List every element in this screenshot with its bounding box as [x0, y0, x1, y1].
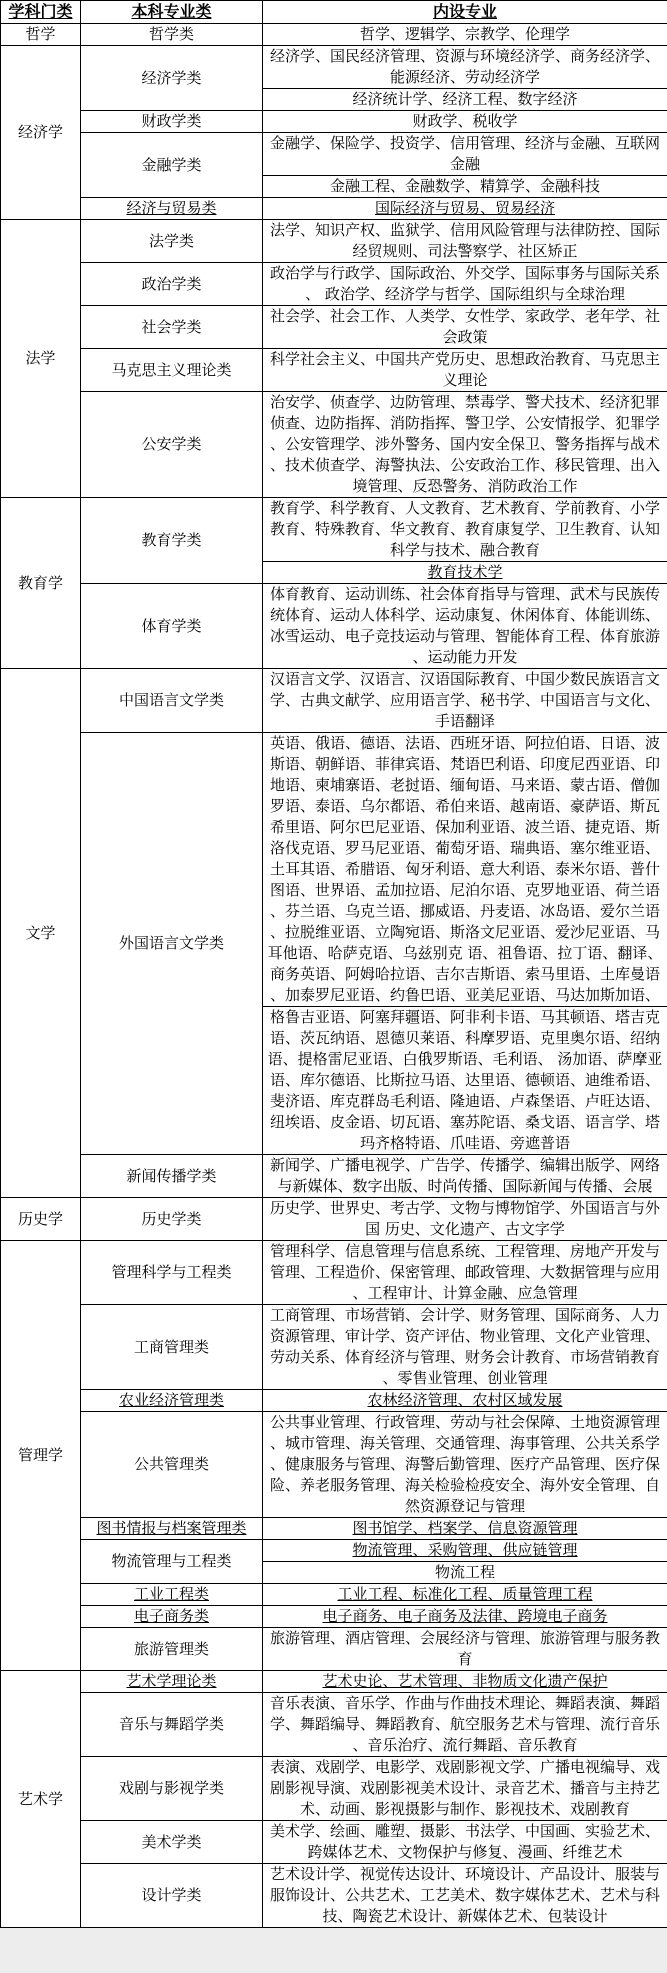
category-cell: 财政学类 [81, 111, 263, 133]
table-row [1, 1412, 667, 1518]
majors-cell: 英语、俄语、德语、法语、西班牙语、阿拉伯语、日语、波斯语、朝鲜语、菲律宾语、梵语巴利语、印度尼西亚语、印地语、柬埔寨语、老挝语、缅甸语、马来语、蒙古语、僧伽罗语、泰语、乌尔都语、希伯来语、越南语、豪萨语、斯瓦希里语、阿尔巴尼亚语、保加利亚语、波兰语、捷克语、斯洛伐克语、罗马尼亚语、葡萄牙语、瑞典语、塞尔维亚语、土耳其语、希腊语、匈牙利语、意大利语、泰米尔语、普什图语、世界语、孟加拉语、尼泊尔语、克罗地亚语、荷兰语、芬兰语、乌克兰语、挪威语、丹麦语、冰岛语、爱尔兰语、拉脱维亚语、立陶宛语、斯洛文尼亚语、爱沙尼亚语、马耳他语、哈萨克语、乌兹别克 语、祖鲁语、拉丁语、翻译、商务英语、阿姆哈拉语、吉尔吉斯语、索马里语、土库曼语、加泰罗尼亚语、约鲁巴语、亚美尼亚语、马达加斯加语、 [263, 733, 667, 1007]
majors-cell: 旅游管理、酒店管理、会展经济与管理、旅游管理与服务教育 [263, 1628, 667, 1671]
majors-cell: 哲学、逻辑学、宗教学、伦理学 [263, 24, 667, 46]
catalog-table-body [1, 24, 667, 1928]
table-row [1, 1693, 667, 1757]
majors-cell: 图书馆学、档案学、信息资源管理 [263, 1518, 667, 1540]
majors-cell: 工商管理、市场营销、会计学、财务管理、国际商务、人力资源管理、审计学、资产评估、物业管理、文化产业管理、劳动关系、体育经济与管理、财务会计教育、市场营销教育、零售业管理、创业管理 [263, 1305, 667, 1390]
category-cell: 公共管理类 [81, 1412, 263, 1518]
category-cell: 图书情报与档案管理类 [81, 1518, 263, 1540]
table-row [1, 1584, 667, 1606]
majors-cell: 法学、知识产权、监狱学、信用风险管理与法律防控、国际经贸规则、司法警察学、社区矫正 [263, 220, 667, 263]
category-cell: 经济学类 [81, 46, 263, 111]
majors-cell: 经济学、国民经济管理、资源与环境经济学、商务经济学、能源经济、劳动经济学 [263, 46, 667, 89]
category-cell: 音乐与舞蹈学类 [81, 1693, 263, 1757]
majors-cell: 电子商务、电子商务及法律、跨境电子商务 [263, 1606, 667, 1628]
table-row [1, 24, 667, 46]
table-row [1, 1155, 667, 1198]
table-row [1, 498, 667, 562]
category-cell: 教育学类 [81, 498, 263, 584]
discipline-cell: 经济学 [1, 46, 81, 220]
majors-cell: 历史学、世界史、考古学、文物与博物馆学、外国语言与外国 历史、文化遗产、古文字学 [263, 1198, 667, 1241]
category-cell: 政治学类 [81, 263, 263, 306]
header-discipline: 学科门类 [1, 1, 81, 24]
category-cell: 设计学类 [81, 1864, 263, 1928]
table-header [1, 1, 667, 24]
page-bottom-margin [0, 1928, 667, 1973]
discipline-cell: 艺术学 [1, 1671, 81, 1928]
header-row [1, 1, 667, 24]
category-cell: 新闻传播学类 [81, 1155, 263, 1198]
majors-cell: 教育学、科学教育、人文教育、艺术教育、学前教育、小学教育、特殊教育、华文教育、教育康复学、卫生教育、认知科学与技术、融合教育 [263, 498, 667, 562]
majors-cell: 经济统计学、经济工程、数字经济 [263, 89, 667, 111]
majors-cell: 体育教育、运动训练、社会体育指导与管理、武术与民族传统体育、运动人体科学、运动康复、休闲体育、体能训练、冰雪运动、电子竞技运动与管理、智能体育工程、体育旅游、运动能力开发 [263, 584, 667, 669]
table-row [1, 1864, 667, 1928]
table-row [1, 220, 667, 263]
category-cell: 经济与贸易类 [81, 198, 263, 220]
table-row [1, 306, 667, 349]
majors-cell: 物流工程 [263, 1562, 667, 1584]
header-category: 本科专业类 [81, 1, 263, 24]
category-cell: 体育学类 [81, 584, 263, 669]
discipline-cell: 哲学 [1, 24, 81, 46]
table-row [1, 1198, 667, 1241]
table-row [1, 198, 667, 220]
category-cell: 艺术学理论类 [81, 1671, 263, 1693]
category-cell: 管理科学与工程类 [81, 1241, 263, 1305]
category-cell: 社会学类 [81, 306, 263, 349]
majors-cell: 艺术设计学、视觉传达设计、环境设计、产品设计、服装与服饰设计、公共艺术、工艺美术、数字媒体艺术、艺术与科技、陶瓷艺术设计、新媒体艺术、包装设计 [263, 1864, 667, 1928]
category-cell: 物流管理与工程类 [81, 1540, 263, 1584]
majors-cell: 艺术史论、艺术管理、非物质文化遗产保护 [263, 1671, 667, 1693]
majors-cell: 科学社会主义、中国共产党历史、思想政治教育、马克思主义理论 [263, 349, 667, 392]
category-cell: 美术学类 [81, 1821, 263, 1864]
table-row [1, 1628, 667, 1671]
majors-cell: 管理科学、信息管理与信息系统、工程管理、房地产开发与管理、工程造价、保密管理、邮政管理、大数据管理与应用、工程审计、计算金融、应急管理 [263, 1241, 667, 1305]
majors-cell: 公共事业管理、行政管理、劳动与社会保障、土地资源管理、城市管理、海关管理、交通管理、海事管理、公共关系学、健康服务与管理、海警后勤管理、医疗产品管理、医疗保险、养老服务管理、海关检验检疫安全、海外安全管理、自然资源登记与管理 [263, 1412, 667, 1518]
table-row [1, 669, 667, 733]
category-cell: 电子商务类 [81, 1606, 263, 1628]
table-row [1, 1305, 667, 1390]
category-cell: 工商管理类 [81, 1305, 263, 1390]
majors-cell: 国际经济与贸易、贸易经济 [263, 198, 667, 220]
category-cell: 工业工程类 [81, 1584, 263, 1606]
table-row [1, 1606, 667, 1628]
table-row [1, 111, 667, 133]
table-row [1, 349, 667, 392]
category-cell: 戏剧与影视学类 [81, 1757, 263, 1821]
table-row [1, 1821, 667, 1864]
majors-cell: 金融工程、金融数学、精算学、金融科技 [263, 176, 667, 198]
majors-cell: 财政学、税收学 [263, 111, 667, 133]
discipline-cell: 法学 [1, 220, 81, 498]
majors-cell: 美术学、绘画、雕塑、摄影、书法学、中国画、实验艺术、跨媒体艺术、文物保护与修复、漫画、纤维艺术 [263, 1821, 667, 1864]
category-cell: 法学类 [81, 220, 263, 263]
table-row [1, 1390, 667, 1412]
table-row [1, 1540, 667, 1562]
discipline-cell: 教育学 [1, 498, 81, 669]
table-row [1, 733, 667, 1007]
discipline-cell: 历史学 [1, 1198, 81, 1241]
category-cell: 外国语言文学类 [81, 733, 263, 1155]
category-cell: 金融学类 [81, 133, 263, 198]
majors-cell: 社会学、社会工作、人类学、女性学、家政学、老年学、社会政策 [263, 306, 667, 349]
table-row [1, 1671, 667, 1693]
table-row [1, 263, 667, 306]
majors-cell: 农林经济管理、农村区域发展 [263, 1390, 667, 1412]
table-row [1, 1241, 667, 1305]
table-row [1, 1518, 667, 1540]
table-row [1, 1757, 667, 1821]
category-cell: 公安学类 [81, 392, 263, 498]
majors-cell: 治安学、侦查学、边防管理、禁毒学、警犬技术、经济犯罪侦查、边防指挥、消防指挥、警卫学、公安情报学、犯罪学、公安管理学、涉外警务、国内安全保卫、警务指挥与战术、技术侦查学、海警执法、公安政治工作、移民管理、出入境管理、反恐警务、消防政治工作 [263, 392, 667, 498]
category-cell: 旅游管理类 [81, 1628, 263, 1671]
discipline-cell: 文学 [1, 669, 81, 1198]
discipline-cell: 管理学 [1, 1241, 81, 1671]
header-majors: 内设专业 [263, 1, 667, 24]
majors-cell: 音乐表演、音乐学、作曲与作曲技术理论、舞蹈表演、舞蹈学、舞蹈编导、舞蹈教育、航空服务艺术与管理、流行音乐、音乐治疗、流行舞蹈、音乐教育 [263, 1693, 667, 1757]
table-row [1, 392, 667, 498]
category-cell: 哲学类 [81, 24, 263, 46]
table-row [1, 584, 667, 669]
category-cell: 中国语言文学类 [81, 669, 263, 733]
table-row [1, 133, 667, 176]
majors-cell: 政治学与行政学、国际政治、外交学、国际事务与国际关系、 政治学、经济学与哲学、国际组织与全球治理 [263, 263, 667, 306]
category-cell: 历史学类 [81, 1198, 263, 1241]
majors-cell: 格鲁吉亚语、阿塞拜疆语、阿非利卡语、马其顿语、塔吉克语、茨瓦纳语、恩德贝莱语、科摩罗语、克里奥尔语、绍纳语、提格雷尼亚语、白俄罗斯语、毛利语、 汤加语、萨摩亚语、库尔德语、比斯拉马语、达里语、德顿语、迪维希语、斐济语、库克群岛毛利语、隆迪语、卢森堡语、卢旺达语、纽埃语、皮金语、切瓦语、塞苏陀语、桑戈语、语言学、塔玛齐格特语、爪哇语、旁遮普语 [263, 1007, 667, 1155]
majors-cell: 汉语言文学、汉语言、汉语国际教育、中国少数民族语言文学、古典文献学、应用语言学、秘书学、中国语言与文化、手语翻译 [263, 669, 667, 733]
table-row [1, 46, 667, 89]
category-cell: 农业经济管理类 [81, 1390, 263, 1412]
majors-cell: 新闻学、广播电视学、广告学、传播学、编辑出版学、网络与新媒体、数字出版、时尚传播、国际新闻与传播、会展 [263, 1155, 667, 1198]
majors-cell: 表演、戏剧学、电影学、戏剧影视文学、广播电视编导、戏剧影视导演、戏剧影视美术设计、录音艺术、播音与主持艺术、动画、影视摄影与制作、影视技术、戏剧教育 [263, 1757, 667, 1821]
majors-cell: 工业工程、标准化工程、质量管理工程 [263, 1584, 667, 1606]
majors-cell: 金融学、保险学、投资学、信用管理、经济与金融、互联网金融 [263, 133, 667, 176]
category-cell: 马克思主义理论类 [81, 349, 263, 392]
majors-cell: 教育技术学 [263, 562, 667, 584]
majors-cell: 物流管理、采购管理、供应链管理 [263, 1540, 667, 1562]
